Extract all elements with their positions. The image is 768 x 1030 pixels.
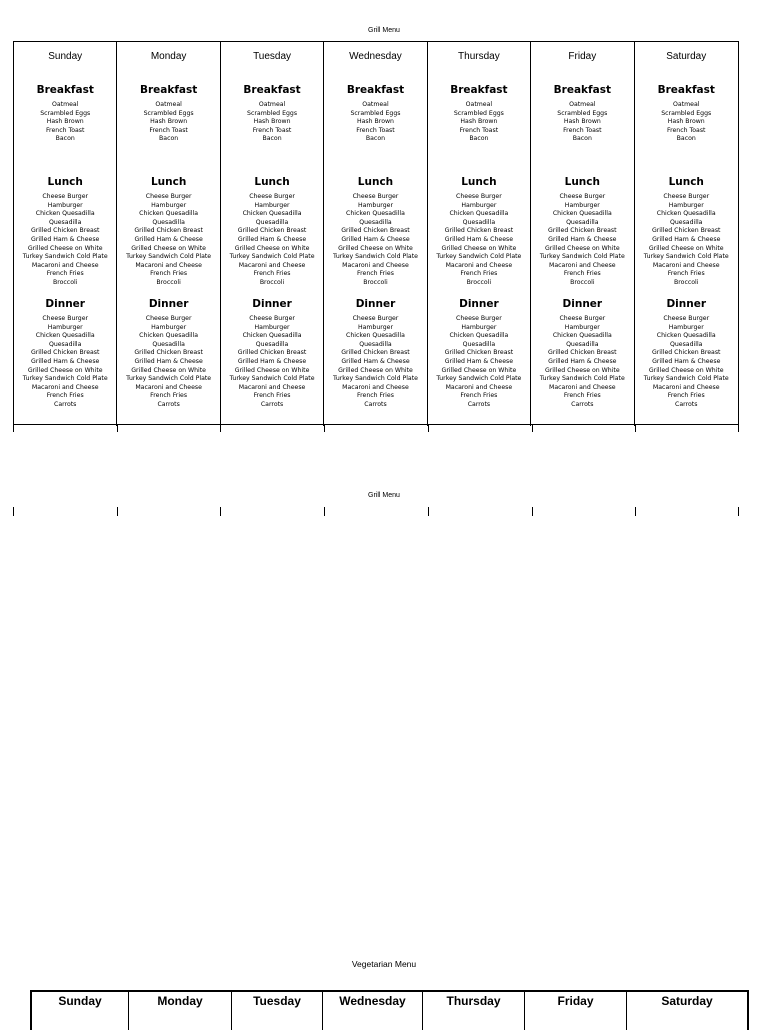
menu-item: Grilled Ham & Cheese xyxy=(652,357,721,365)
menu-item: Broccoli xyxy=(259,278,285,286)
menu-item: Chicken Quesadilla xyxy=(35,210,95,218)
menu-item: Grilled Cheese on White xyxy=(648,366,724,374)
menu-item: Hamburger xyxy=(668,323,704,331)
menu-item: Grilled Ham & Cheese xyxy=(237,235,307,243)
menu-item: Grilled Cheese on White xyxy=(441,244,517,252)
menu-item: Chicken Quesadilla xyxy=(552,332,612,340)
menu-item: Grilled Ham & Cheese xyxy=(444,235,514,243)
menu-item: Grilled Cheese on White xyxy=(544,366,620,374)
menu-item: French Toast xyxy=(356,126,395,134)
menu-item: Grilled Chicken Breast xyxy=(134,227,203,235)
menu-item: Hamburger xyxy=(357,323,393,331)
menu-item: Grilled Chicken Breast xyxy=(341,227,410,235)
breakfast-section xyxy=(117,84,219,144)
menu-item: Bacon xyxy=(159,135,179,143)
column-tick xyxy=(117,507,118,516)
dinner-items xyxy=(531,315,633,410)
menu-item: French Toast xyxy=(149,126,188,134)
column-tick xyxy=(532,425,533,432)
menu-item: French Fries xyxy=(253,270,291,278)
veg-day-header: Tuesday xyxy=(232,992,323,1030)
menu-item: Turkey Sandwich Cold Plate xyxy=(229,375,315,383)
breakfast-section xyxy=(14,84,116,144)
menu-item: Broccoli xyxy=(52,278,78,286)
menu-item: Broccoli xyxy=(156,278,181,286)
menu-item: Cheese Burger xyxy=(559,315,606,322)
dinner-items xyxy=(324,315,426,410)
lunch-section xyxy=(117,176,219,288)
menu-item: Cheese Burger xyxy=(145,193,192,200)
menu-item: Macaroni and Cheese xyxy=(445,261,513,269)
menu-item: Grilled Cheese on White xyxy=(234,244,310,252)
menu-item: Grilled Ham & Cheese xyxy=(341,357,410,365)
day-name: Saturday xyxy=(666,51,707,62)
day-column xyxy=(324,42,427,426)
menu-item: Oatmeal xyxy=(258,101,286,108)
breakfast-section xyxy=(428,84,530,144)
menu-item: Grilled Cheese on White xyxy=(131,366,206,374)
menu-item: Grilled Ham & Cheese xyxy=(548,357,617,365)
veg-day-header: Wednesday xyxy=(323,992,423,1030)
menu-item: Oatmeal xyxy=(465,101,493,108)
menu-item: French Fries xyxy=(460,270,498,278)
menu-item: French Toast xyxy=(252,126,292,134)
menu-item: Chicken Quesadilla xyxy=(139,332,199,340)
menu-item: Grilled Chicken Breast xyxy=(651,227,721,235)
day-column xyxy=(531,42,634,426)
lunch-items xyxy=(324,193,426,288)
menu-item: Grilled Ham & Cheese xyxy=(134,357,203,365)
veg-day-header: Thursday xyxy=(423,992,525,1030)
menu-item: Turkey Sandwich Cold Plate xyxy=(643,253,729,261)
breakfast-section xyxy=(531,84,633,144)
menu-item: Macaroni and Cheese xyxy=(549,383,616,391)
menu-item: Grilled Chicken Breast xyxy=(30,227,100,235)
breakfast-items xyxy=(635,101,738,144)
breakfast-section xyxy=(635,84,738,144)
menu-item: Macaroni and Cheese xyxy=(238,261,306,269)
table-bottom-border xyxy=(13,424,739,425)
menu-item: Quesadilla xyxy=(359,340,392,348)
menu-item: Macaroni and Cheese xyxy=(31,383,99,391)
breakfast-items xyxy=(428,101,530,144)
menu-item: Cheese Burger xyxy=(352,315,399,322)
breakfast-items xyxy=(324,101,426,144)
menu-item: Hash Brown xyxy=(46,118,84,126)
menu-item: Grilled Ham & Cheese xyxy=(134,235,203,243)
menu-item: Chicken Quesadilla xyxy=(449,332,509,340)
menu-item: Grilled Chicken Breast xyxy=(134,349,203,357)
menu-item: Grilled Ham & Cheese xyxy=(548,235,617,243)
menu-item: Hash Brown xyxy=(356,118,394,126)
menu-item: French Fries xyxy=(357,392,394,400)
menu-item: Grilled Cheese on White xyxy=(131,244,206,252)
day-column xyxy=(117,42,220,426)
menu-item: Chicken Quesadilla xyxy=(242,210,302,218)
menu-item: Grilled Ham & Cheese xyxy=(31,235,100,243)
lunch-section xyxy=(635,176,738,288)
breakfast-items xyxy=(14,101,116,144)
menu-item: Bacon xyxy=(365,135,386,143)
menu-item: Carrots xyxy=(54,400,77,408)
menu-item: Macaroni and Cheese xyxy=(445,383,513,391)
menu-item: Broccoli xyxy=(570,278,595,286)
lunch-items xyxy=(531,193,633,288)
menu-item: Chicken Quesadilla xyxy=(656,332,716,340)
column-tick xyxy=(220,425,221,432)
menu-item: Quesadilla xyxy=(669,218,703,226)
dinner-section xyxy=(635,298,738,410)
menu-item: Hamburger xyxy=(461,323,497,331)
menu-item: Chicken Quesadilla xyxy=(346,332,405,340)
menu-item: Grilled Cheese on White xyxy=(27,366,103,374)
menu-item: Hamburger xyxy=(357,201,393,209)
menu-item: Hamburger xyxy=(564,201,600,209)
menu-item: Grilled Chicken Breast xyxy=(341,349,410,357)
lunch-items xyxy=(14,193,116,288)
menu-item: Macaroni and Cheese xyxy=(342,261,409,269)
dinner-section xyxy=(531,298,633,410)
menu-item: Hamburger xyxy=(47,201,83,209)
dinner-items xyxy=(635,315,738,410)
menu-item: Broccoli xyxy=(466,278,492,286)
menu-item: Bacon xyxy=(469,135,489,143)
lunch-items xyxy=(221,193,323,288)
menu-item: Chicken Quesadilla xyxy=(656,210,716,218)
lunch-section xyxy=(221,176,323,288)
menu-item: Turkey Sandwich Cold Plate xyxy=(22,253,108,261)
veg-day-header: Friday xyxy=(525,992,627,1030)
column-tick xyxy=(117,425,118,432)
veg-day-header: Saturday xyxy=(661,994,713,1008)
lunch-heading: Lunch xyxy=(47,176,83,188)
menu-item: Hash Brown xyxy=(667,118,705,126)
menu-item: Grilled Ham & Cheese xyxy=(341,235,410,243)
menu-item: Hash Brown xyxy=(563,118,601,126)
menu-item: Cheese Burger xyxy=(456,193,502,200)
grill-menu-table xyxy=(13,41,739,426)
menu-item: Macaroni and Cheese xyxy=(549,261,616,269)
day-column xyxy=(428,42,531,426)
vegetarian-menu-title: Vegetarian Menu xyxy=(351,959,417,969)
menu-item: Carrots xyxy=(467,400,491,408)
column-tick xyxy=(738,425,739,432)
veg-day-header: Sunday xyxy=(32,992,129,1030)
menu-item: Cheese Burger xyxy=(559,193,606,200)
day-name: Monday xyxy=(150,51,187,62)
menu-item: Quesadilla xyxy=(359,218,392,226)
menu-item: Chicken Quesadilla xyxy=(552,210,612,218)
breakfast-items xyxy=(221,101,323,144)
veg-day-header: Monday xyxy=(129,992,232,1030)
menu-item: Turkey Sandwich Cold Plate xyxy=(333,253,418,261)
menu-item: Hamburger xyxy=(151,201,187,209)
menu-item: Grilled Ham & Cheese xyxy=(444,357,514,365)
menu-item: Turkey Sandwich Cold Plate xyxy=(643,375,729,383)
menu-item: Grilled Cheese on White xyxy=(544,244,620,252)
menu-item: Grilled Cheese on White xyxy=(648,244,724,252)
breakfast-heading: Breakfast xyxy=(36,84,94,96)
breakfast-heading: Breakfast xyxy=(553,84,611,96)
lunch-items xyxy=(117,193,219,288)
column-tick xyxy=(220,507,221,516)
menu-item: French Fries xyxy=(667,270,705,278)
grill-menu-title-2: Grill Menu xyxy=(368,492,400,499)
dinner-heading: Dinner xyxy=(45,298,85,310)
menu-item: Quesadilla xyxy=(669,340,703,348)
dinner-section xyxy=(324,298,426,410)
menu-item: Quesadilla xyxy=(462,218,496,226)
vegetarian-menu-table xyxy=(30,990,749,1030)
column-tick xyxy=(13,425,14,432)
menu-item: Grilled Cheese on White xyxy=(441,366,517,374)
menu-item: Oatmeal xyxy=(51,101,79,108)
menu-item: Cheese Burger xyxy=(456,315,502,322)
menu-item: Quesadilla xyxy=(255,340,289,348)
menu-item: Turkey Sandwich Cold Plate xyxy=(436,253,522,261)
lunch-items xyxy=(428,193,530,288)
menu-item: Hash Brown xyxy=(460,118,498,126)
menu-item: Macaroni and Cheese xyxy=(31,261,99,269)
menu-item: Chicken Quesadilla xyxy=(139,210,199,218)
menu-item: Turkey Sandwich Cold Plate xyxy=(22,375,108,383)
lunch-section xyxy=(14,176,116,288)
menu-item: Grilled Cheese on White xyxy=(234,366,310,374)
column-tick xyxy=(324,507,325,516)
day-column xyxy=(221,42,324,426)
menu-item: Macaroni and Cheese xyxy=(135,261,202,269)
menu-item: Carrots xyxy=(157,400,180,408)
dinner-heading: Dinner xyxy=(252,298,292,310)
day-column xyxy=(635,42,738,426)
column-tick xyxy=(428,425,429,432)
menu-item: French Fries xyxy=(357,270,394,278)
breakfast-items xyxy=(117,101,219,144)
menu-item: Hash Brown xyxy=(150,118,188,126)
menu-item: Grilled Cheese on White xyxy=(338,366,413,374)
dinner-items xyxy=(221,315,323,410)
column-tick xyxy=(324,425,325,432)
lunch-section xyxy=(531,176,633,288)
menu-item: Oatmeal xyxy=(155,101,182,108)
menu-item: Oatmeal xyxy=(362,101,389,108)
dinner-heading: Dinner xyxy=(355,298,396,310)
menu-item: Turkey Sandwich Cold Plate xyxy=(229,253,315,261)
menu-item: Scrambled Eggs xyxy=(557,109,608,117)
menu-item: Chicken Quesadilla xyxy=(346,210,405,218)
menu-item: Cheese Burger xyxy=(663,315,710,322)
menu-item: Broccoli xyxy=(363,278,388,286)
menu-item: Quesadilla xyxy=(152,218,185,226)
day-name: Wednesday xyxy=(349,51,402,62)
breakfast-heading: Breakfast xyxy=(450,84,508,96)
menu-item: Turkey Sandwich Cold Plate xyxy=(126,375,212,383)
menu-item: Grilled Ham & Cheese xyxy=(652,235,721,243)
breakfast-section xyxy=(221,84,323,144)
menu-item: Hash Brown xyxy=(253,118,291,126)
menu-item: Quesadilla xyxy=(48,218,82,226)
menu-item: French Fries xyxy=(460,392,498,400)
breakfast-heading: Breakfast xyxy=(243,84,301,96)
menu-item: Quesadilla xyxy=(566,340,599,348)
column-tick xyxy=(635,507,636,516)
menu-item: Macaroni and Cheese xyxy=(652,261,720,269)
menu-item: Hamburger xyxy=(668,201,704,209)
dinner-section xyxy=(117,298,219,410)
menu-item: Turkey Sandwich Cold Plate xyxy=(126,253,212,261)
menu-item: Carrots xyxy=(675,400,698,408)
lunch-heading: Lunch xyxy=(668,176,704,188)
menu-item: Chicken Quesadilla xyxy=(35,332,95,340)
menu-item: Cheese Burger xyxy=(145,315,192,322)
breakfast-items xyxy=(531,101,633,144)
dinner-heading: Dinner xyxy=(562,298,603,310)
menu-item: Scrambled Eggs xyxy=(247,109,298,117)
menu-item: Grilled Chicken Breast xyxy=(30,349,100,357)
menu-item: Carrots xyxy=(364,400,387,408)
column-tick xyxy=(635,425,636,432)
menu-item: Hamburger xyxy=(151,323,187,331)
day-name: Sunday xyxy=(48,51,83,62)
column-tick xyxy=(532,507,533,516)
menu-item: Macaroni and Cheese xyxy=(135,383,202,391)
menu-item: Bacon xyxy=(572,135,592,143)
lunch-heading: Lunch xyxy=(564,176,600,188)
menu-item: French Fries xyxy=(563,392,601,400)
column-tick xyxy=(13,507,14,516)
menu-item: Grilled Chicken Breast xyxy=(651,349,721,357)
menu-item: Oatmeal xyxy=(569,101,596,108)
menu-item: Grilled Chicken Breast xyxy=(548,349,617,357)
menu-item: French Toast xyxy=(666,126,706,134)
menu-item: Cheese Burger xyxy=(42,315,89,322)
menu-item: French Fries xyxy=(150,270,188,278)
menu-item: Turkey Sandwich Cold Plate xyxy=(539,253,625,261)
lunch-heading: Lunch xyxy=(150,176,187,188)
dinner-items xyxy=(428,315,530,410)
dinner-heading: Dinner xyxy=(148,298,189,310)
menu-item: Cheese Burger xyxy=(249,193,295,200)
menu-item: French Toast xyxy=(563,126,602,134)
lunch-heading: Lunch xyxy=(254,176,290,188)
dinner-heading: Dinner xyxy=(459,298,499,310)
lunch-heading: Lunch xyxy=(461,176,497,188)
menu-item: French Fries xyxy=(253,392,291,400)
menu-item: Macaroni and Cheese xyxy=(342,383,409,391)
menu-item: Cheese Burger xyxy=(42,193,89,200)
breakfast-section xyxy=(324,84,426,144)
menu-item: Turkey Sandwich Cold Plate xyxy=(333,375,418,383)
menu-item: Carrots xyxy=(571,400,594,408)
menu-item: Grilled Chicken Breast xyxy=(237,227,307,235)
lunch-items xyxy=(635,193,738,288)
menu-item: Turkey Sandwich Cold Plate xyxy=(436,375,522,383)
menu-item: Grilled Chicken Breast xyxy=(444,349,514,357)
dinner-section xyxy=(14,298,116,410)
menu-item: Scrambled Eggs xyxy=(453,109,504,117)
menu-item: French Fries xyxy=(667,392,705,400)
lunch-heading: Lunch xyxy=(357,176,394,188)
menu-item: Carrots xyxy=(260,400,284,408)
menu-item: Grilled Ham & Cheese xyxy=(237,357,307,365)
menu-item: Grilled Chicken Breast xyxy=(548,227,617,235)
lunch-section xyxy=(324,176,426,288)
dinner-items xyxy=(14,315,116,410)
menu-item: Hamburger xyxy=(564,323,600,331)
menu-item: Macaroni and Cheese xyxy=(652,383,720,391)
menu-item: Quesadilla xyxy=(152,340,185,348)
menu-item: Quesadilla xyxy=(255,218,289,226)
day-name: Thursday xyxy=(458,51,500,62)
menu-item: Scrambled Eggs xyxy=(661,109,712,117)
menu-item: French Toast xyxy=(45,126,85,134)
menu-item: Cheese Burger xyxy=(352,193,399,200)
lunch-section xyxy=(428,176,530,288)
menu-item: Grilled Cheese on White xyxy=(338,244,413,252)
menu-item: Chicken Quesadilla xyxy=(449,210,509,218)
breakfast-heading: Breakfast xyxy=(657,84,715,96)
menu-item: Oatmeal xyxy=(673,101,700,108)
menu-item: Quesadilla xyxy=(566,218,599,226)
menu-item: Quesadilla xyxy=(48,340,82,348)
menu-item: Cheese Burger xyxy=(663,193,710,200)
dinner-section xyxy=(428,298,530,410)
menu-item: Grilled Ham & Cheese xyxy=(31,357,100,365)
menu-item: Broccoli xyxy=(674,278,699,286)
menu-item: French Toast xyxy=(459,126,499,134)
grill-menu-title: Grill Menu xyxy=(368,27,400,34)
menu-item: Hamburger xyxy=(254,201,290,209)
day-name: Friday xyxy=(568,51,597,62)
menu-item: French Fries xyxy=(46,392,84,400)
menu-item: Bacon xyxy=(676,135,696,143)
day-column xyxy=(14,42,117,426)
column-tick xyxy=(428,507,429,516)
menu-item: Scrambled Eggs xyxy=(143,109,194,117)
menu-item: Scrambled Eggs xyxy=(350,109,401,117)
menu-item: Quesadilla xyxy=(462,340,496,348)
menu-item: Grilled Cheese on White xyxy=(27,244,103,252)
menu-item: Hamburger xyxy=(254,323,290,331)
dinner-heading: Dinner xyxy=(666,298,707,310)
breakfast-heading: Breakfast xyxy=(346,84,405,96)
menu-item: French Fries xyxy=(150,392,188,400)
menu-item: Grilled Chicken Breast xyxy=(444,227,514,235)
menu-item: Hamburger xyxy=(461,201,497,209)
menu-item: Bacon xyxy=(262,135,282,143)
breakfast-heading: Breakfast xyxy=(139,84,198,96)
dinner-section xyxy=(221,298,323,410)
menu-item: Turkey Sandwich Cold Plate xyxy=(539,375,625,383)
menu-item: Scrambled Eggs xyxy=(40,109,91,117)
menu-item: Chicken Quesadilla xyxy=(242,332,302,340)
menu-item: Grilled Chicken Breast xyxy=(237,349,307,357)
menu-item: Macaroni and Cheese xyxy=(238,383,306,391)
menu-item: Cheese Burger xyxy=(249,315,295,322)
menu-item: Bacon xyxy=(55,135,75,143)
dinner-items xyxy=(117,315,219,410)
menu-item: French Fries xyxy=(563,270,601,278)
menu-item: French Fries xyxy=(46,270,84,278)
menu-item: Hamburger xyxy=(47,323,83,331)
day-name: Tuesday xyxy=(253,51,292,62)
column-tick xyxy=(738,507,739,516)
